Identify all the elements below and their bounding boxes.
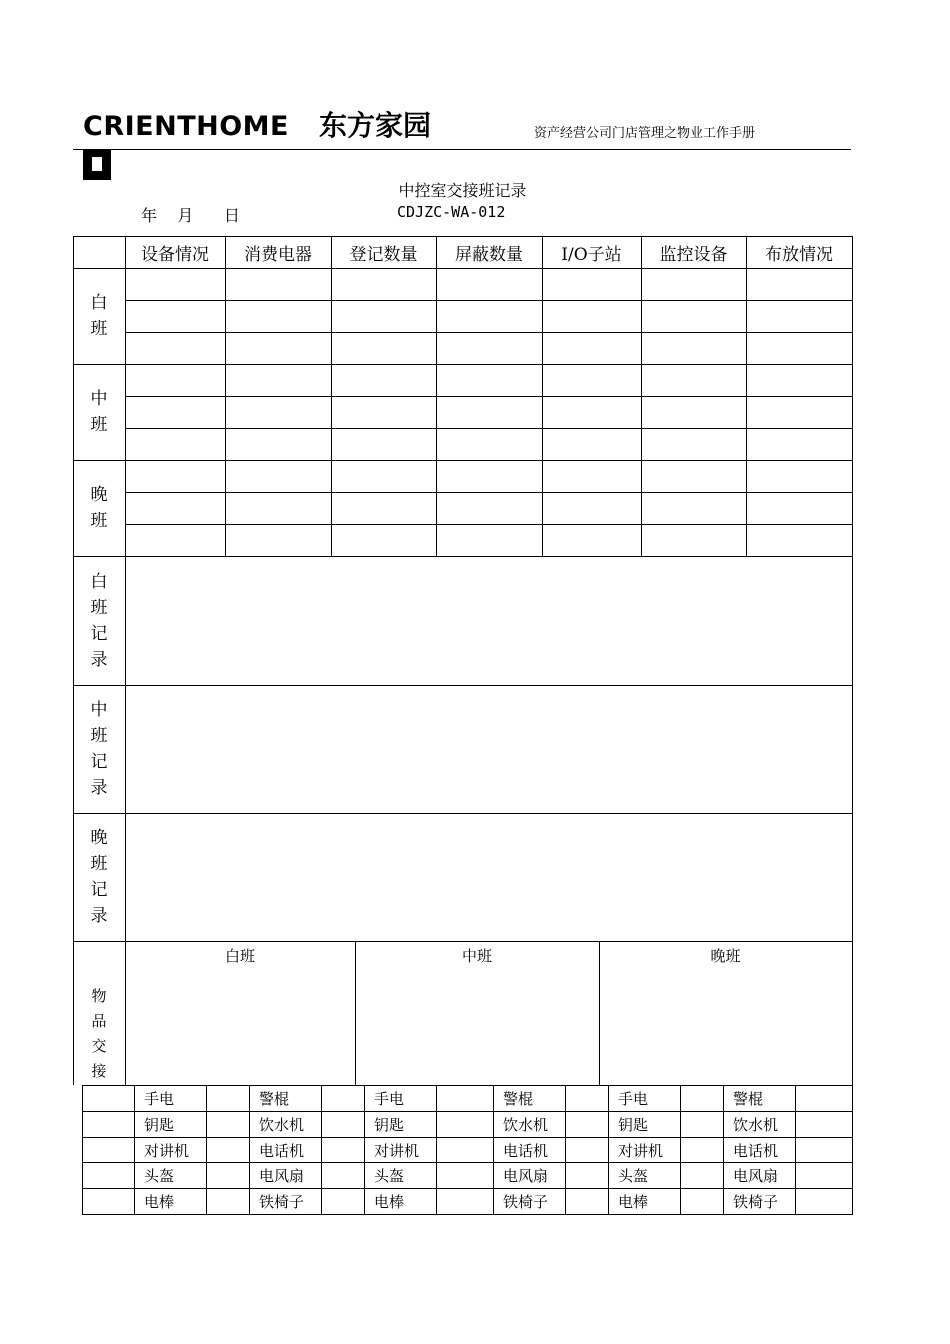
record-label-char: 班	[90, 598, 108, 618]
item-label: 电话机	[503, 1142, 549, 1160]
items-column-line	[565, 1085, 566, 1215]
item-label: 铁椅子	[259, 1193, 305, 1211]
record-label	[73, 685, 125, 813]
item-label: 电话机	[259, 1142, 305, 1160]
shift-label-char: 中	[90, 389, 108, 409]
record-label-char: 记	[90, 752, 108, 772]
document-code: CDJZC-WA-012	[397, 203, 506, 221]
items-column-line	[795, 1085, 796, 1215]
item-label: 头盔	[374, 1167, 405, 1185]
record-label-char: 中	[90, 700, 108, 720]
record-label	[73, 813, 125, 941]
item-label: 钥匙	[618, 1116, 649, 1134]
column-header: I/O子站	[561, 244, 622, 265]
row-line	[125, 300, 853, 301]
item-label: 手电	[374, 1090, 405, 1108]
record-label-char: 录	[90, 650, 108, 670]
record-label-char: 录	[90, 906, 108, 926]
date-label: 年 月 日	[141, 206, 240, 225]
header-bottom-line	[73, 268, 853, 269]
header-rule	[73, 149, 851, 150]
shift-group-line	[73, 556, 853, 557]
handover-label-char: 品	[91, 1012, 107, 1030]
record-section-line	[73, 813, 853, 814]
document-title: 中控室交接班记录	[398, 181, 527, 200]
item-label: 电风扇	[733, 1167, 779, 1185]
record-label-char: 白	[90, 572, 108, 592]
handover-shift-label: 晚班	[710, 947, 741, 965]
row-line	[125, 396, 853, 397]
item-label: 对讲机	[618, 1142, 664, 1160]
column-header: 屏蔽数量	[455, 244, 523, 265]
shift-label-char: 班	[90, 415, 108, 435]
handover-shift-label: 中班	[461, 947, 492, 965]
shift-group-line	[73, 364, 853, 365]
items-column-line	[852, 1085, 853, 1215]
item-label: 饮水机	[733, 1116, 779, 1134]
item-label: 钥匙	[144, 1116, 175, 1134]
items-column-line	[436, 1085, 437, 1215]
record-section-line	[73, 685, 853, 686]
brand-name-en: CRIENTHOME	[83, 111, 289, 142]
record-label	[73, 557, 125, 685]
items-row-line	[82, 1214, 853, 1215]
handover-label	[73, 983, 125, 1085]
item-label: 手电	[144, 1090, 175, 1108]
record-label-char: 班	[90, 726, 108, 746]
items-column-line	[82, 1085, 83, 1215]
brand-name-cn: 东方家园	[318, 109, 431, 142]
row-line	[125, 332, 853, 333]
item-label: 电棒	[374, 1193, 405, 1211]
column-header: 监控设备	[659, 244, 728, 265]
item-label: 对讲机	[144, 1142, 190, 1160]
item-label: 饮水机	[503, 1116, 549, 1134]
item-label: 电棒	[144, 1193, 175, 1211]
record-label-char: 记	[90, 880, 108, 900]
item-label: 警棍	[259, 1090, 290, 1108]
shift-label-char: 白	[90, 293, 108, 313]
item-label: 钥匙	[374, 1116, 405, 1134]
handover-shift-label: 白班	[224, 947, 255, 965]
row-line	[125, 492, 853, 493]
column-header: 消费电器	[244, 244, 312, 265]
items-column-line	[680, 1085, 681, 1215]
row-line	[125, 428, 853, 429]
item-label: 电棒	[618, 1193, 649, 1211]
manual-title: 资产经营公司门店管理之物业工作手册	[534, 126, 756, 141]
item-label: 对讲机	[374, 1142, 420, 1160]
item-label: 电风扇	[503, 1167, 549, 1185]
item-label: 警棍	[733, 1090, 764, 1108]
shift-group-line	[73, 460, 853, 461]
black-square-marker	[83, 150, 111, 180]
shift-label	[73, 364, 125, 460]
item-label: 铁椅子	[733, 1193, 779, 1211]
record-label-char: 班	[90, 854, 108, 874]
record-label-char: 记	[90, 624, 108, 644]
shift-label	[73, 460, 125, 556]
shift-label-char: 晚	[90, 485, 108, 505]
item-label: 饮水机	[259, 1116, 305, 1134]
items-column-line	[206, 1085, 207, 1215]
item-label: 头盔	[144, 1167, 175, 1185]
item-label: 电风扇	[259, 1167, 305, 1185]
record-label-char: 晚	[90, 828, 108, 848]
items-column-line	[321, 1085, 322, 1215]
item-label: 头盔	[618, 1167, 649, 1185]
column-header: 布放情况	[765, 244, 833, 265]
handover-label-char: 接	[91, 1062, 107, 1080]
shift-label-char: 班	[90, 319, 108, 339]
item-label: 铁椅子	[503, 1193, 549, 1211]
shift-label-char: 班	[90, 511, 108, 531]
item-label: 警棍	[503, 1090, 534, 1108]
shift-label	[73, 268, 125, 364]
record-label-char: 录	[90, 778, 108, 798]
column-header: 登记数量	[349, 244, 418, 265]
column-header: 设备情况	[141, 244, 209, 265]
handover-label-char: 交	[91, 1037, 107, 1055]
item-label: 电话机	[733, 1142, 779, 1160]
brand-logo	[83, 104, 431, 144]
handover-label-char: 物	[91, 987, 107, 1005]
row-line	[125, 524, 853, 525]
record-section-line	[73, 941, 853, 942]
item-label: 手电	[618, 1090, 649, 1108]
